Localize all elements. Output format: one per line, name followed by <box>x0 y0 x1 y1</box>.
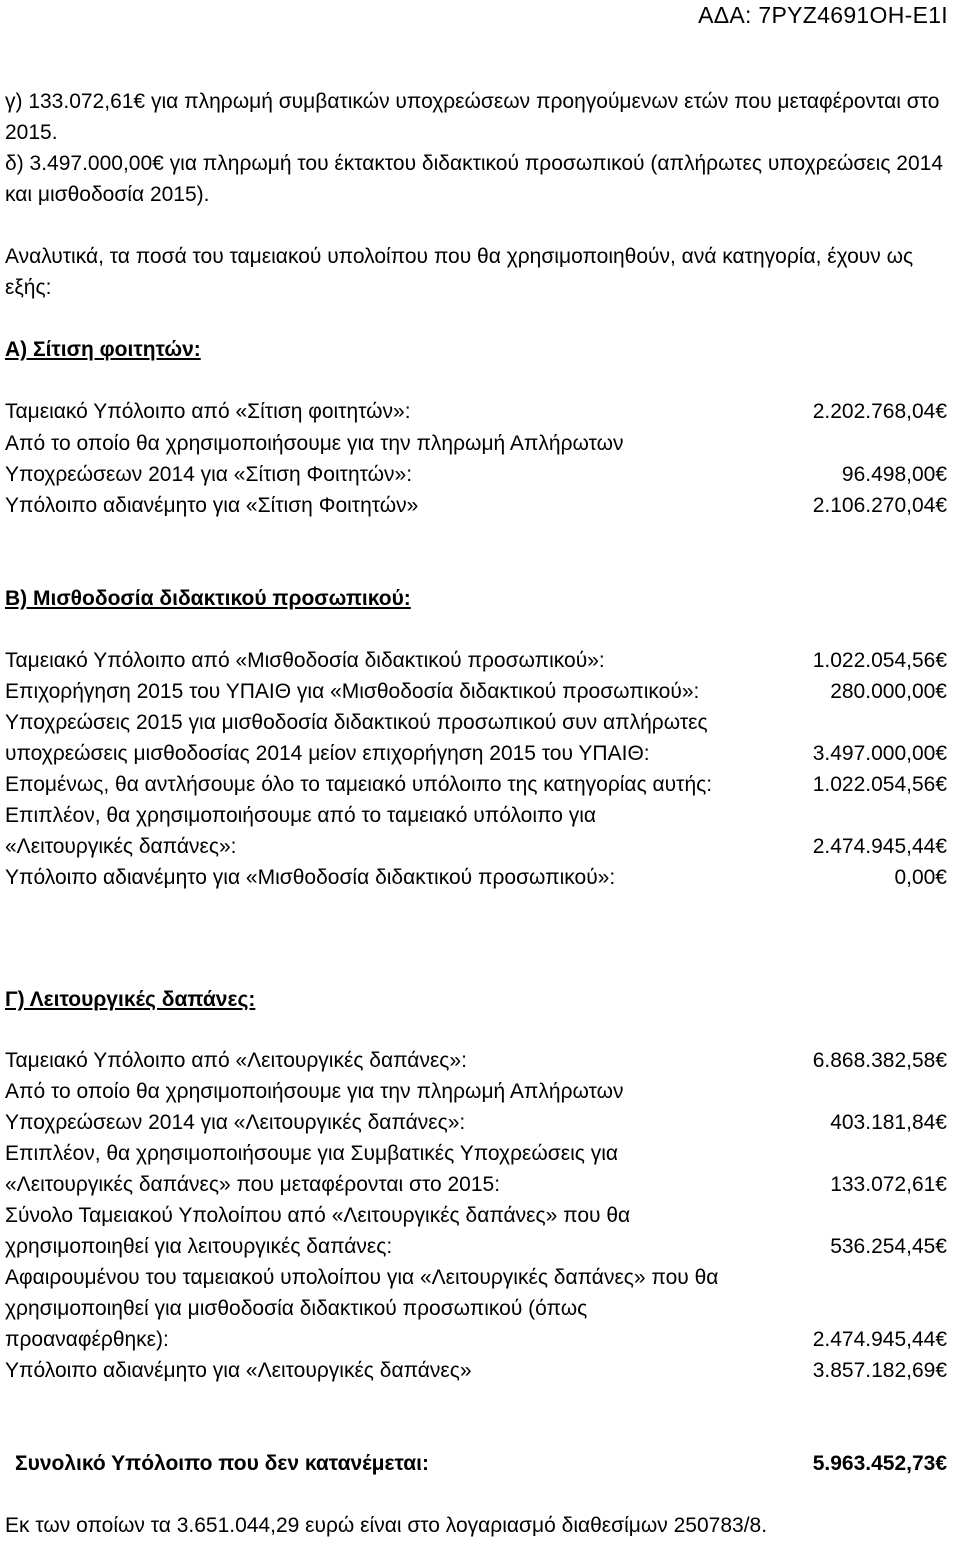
row-label: Υπόλοιπο αδιανέμητο για «Μισθοδοσία διδακτικού προσωπικού»: <box>5 866 616 889</box>
row-label: Υπόλοιπο αδιανέμητο για «Λειτουργικές δαπάνες» <box>5 1359 472 1382</box>
row-label: Από το οποίο θα χρησιμοποιήσουμε για την πληρωμή Απλήρωτων Υποχρεώσεων 2014 για «Σίτιση Φοιτητών»: <box>5 432 624 486</box>
row-label: Από το οποίο θα χρησιμοποιήσουμε για την πληρωμή Απλήρωτων Υποχρεώσεων 2014 για «Λειτουργικές δαπάνες»: <box>5 1080 624 1134</box>
section-a-title: Α) Σίτιση φοιτητών: <box>5 338 201 361</box>
row-label: Ταμειακό Υπόλοιπο από «Σίτιση φοιτητών»: <box>5 400 411 423</box>
total-row <box>15 1452 947 1476</box>
section-c-row <box>5 1355 947 1386</box>
section-c-row <box>5 1138 947 1200</box>
row-amount: 0,00€ <box>894 866 947 889</box>
total-amount: 5.963.452,73€ <box>812 1452 947 1475</box>
footer-note: Εκ των οποίων τα 3.651.044,29 ευρώ είναι στο λογαριασμό διαθεσίμων 250783/8. <box>5 1514 768 1537</box>
intro-item-d: δ) 3.497.000,00€ για πληρωμή του έκτακτου διδακτικού προσωπικού (απλήρωτες υποχρεώσεις 2014 και μισθοδοσία 2015). <box>5 152 943 206</box>
row-label: Υπόλοιπο αδιανέμητο για «Σίτιση Φοιτητών» <box>5 494 419 517</box>
section-c-row <box>5 1045 947 1076</box>
intro-item-c: γ) 133.072,61€ για πληρωμή συμβατικών υποχρεώσεων προηγούμενων ετών που μεταφέρονται στο 2015. <box>5 90 940 144</box>
row-amount: 2.202.768,04€ <box>812 400 947 423</box>
section-a-row <box>5 490 947 521</box>
row-label: Ταμειακό Υπόλοιπο από «Λειτουργικές δαπάνες»: <box>5 1049 467 1072</box>
row-label: Αφαιρουμένου του ταμειακού υπολοίπου για «Λειτουργικές δαπάνες» που θα χρησιμοποιηθεί για μισθοδοσία διδακτικού προσωπικού (όπως προαναφέρθηκε): <box>5 1266 719 1351</box>
row-amount: 2.474.945,44€ <box>812 835 947 858</box>
row-label: Σύνολο Ταμειακού Υπολοίπου από «Λειτουργικές δαπάνες» που θα χρησιμοποιηθεί για λειτουργικές δαπάνες: <box>5 1204 631 1258</box>
row-label: Ταμειακό Υπόλοιπο από «Μισθοδοσία διδακτικού προσωπικού»: <box>5 649 605 672</box>
row-amount: 3.857.182,69€ <box>812 1359 947 1382</box>
row-amount: 3.497.000,00€ <box>812 742 947 765</box>
row-amount: 403.181,84€ <box>830 1111 947 1134</box>
section-c-row <box>5 1200 947 1262</box>
section-c-row <box>5 1076 947 1138</box>
row-label: Υποχρεώσεις 2015 για μισθοδοσία διδακτικού προσωπικού συν απλήρωτες υποχρεώσεις μισθοδοσίας 2014 μείον επιχορήγηση 2015 του ΥΠΑΙΘ: <box>5 711 708 765</box>
row-amount: 2.106.270,04€ <box>812 494 947 517</box>
row-amount: 536.254,45€ <box>830 1235 947 1258</box>
row-amount: 1.022.054,56€ <box>812 649 947 672</box>
section-b-row <box>5 862 947 893</box>
row-amount: 6.868.382,58€ <box>812 1049 947 1072</box>
row-amount: 96.498,00€ <box>841 463 947 486</box>
intro-analysis: Αναλυτικά, τα ποσά του ταμειακού υπολοίπου που θα χρησιμοποιηθούν, ανά κατηγορία, έχουν ως εξής: <box>5 245 914 299</box>
row-label: Επιπλέον, θα χρησιμοποιήσουμε από το ταμειακό υπόλοιπο για «Λειτουργικές δαπάνες»: <box>5 804 597 858</box>
row-label: Επιπλέον, θα χρησιμοποιήσουμε για Συμβατικές Υποχρεώσεις για «Λειτουργικές δαπάνες» που μεταφέρονται στο 2015: <box>5 1142 619 1196</box>
total-label: Συνολικό Υπόλοιπο που δεν κατανέμεται: <box>15 1452 430 1475</box>
section-b-row <box>5 800 947 862</box>
row-label: Επομένως, θα αντλήσουμε όλο το ταμειακό υπόλοιπο της κατηγορίας αυτής: <box>5 773 713 796</box>
section-b-title: Β) Μισθοδοσία διδακτικού προσωπικού: <box>5 587 411 610</box>
section-a-row <box>5 428 947 490</box>
row-amount: 133.072,61€ <box>830 1173 947 1196</box>
row-amount: 280.000,00€ <box>830 680 947 703</box>
document-code: ΑΔΑ: 7ΡΥΖ4691ΟΗ-Ε1Ι <box>698 2 948 28</box>
section-b-row <box>5 645 947 676</box>
section-b-row <box>5 707 947 769</box>
row-label: Επιχορήγηση 2015 του ΥΠΑΙΘ για «Μισθοδοσία διδακτικού προσωπικού»: <box>5 680 700 703</box>
section-b-row <box>5 676 947 707</box>
row-amount: 2.474.945,44€ <box>812 1328 947 1351</box>
section-c-title: Γ) Λειτουργικές δαπάνες: <box>5 988 256 1011</box>
section-b-row <box>5 769 947 800</box>
section-a-row <box>5 396 947 427</box>
section-c-row <box>5 1262 947 1355</box>
row-amount: 1.022.054,56€ <box>812 773 947 796</box>
